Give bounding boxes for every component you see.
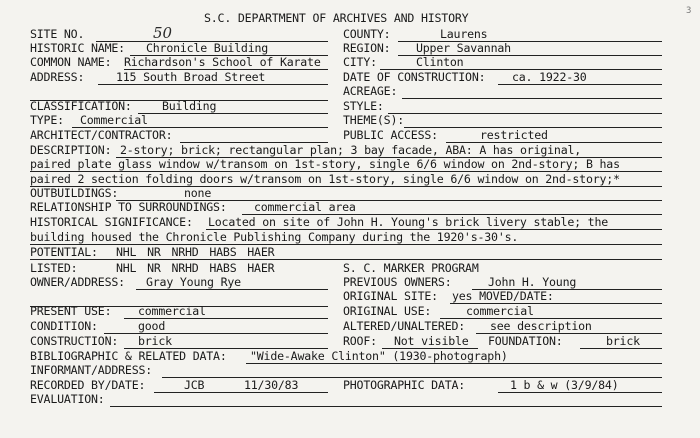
foundation-line [580, 348, 662, 349]
date-construction-value: ca. 1922-30 [512, 70, 587, 84]
significance-line-2: building housed the Chronicle Publishing Company during the 1920's-30's. [30, 230, 519, 244]
foundation-value: brick [606, 334, 640, 348]
original-site-value: yes MOVED/DATE: [452, 289, 554, 303]
evaluation-label: EVALUATION: [30, 392, 105, 406]
altered-value: see description [490, 319, 592, 333]
historic-name-value: Chronicle Building [146, 41, 269, 55]
construction-label: CONSTRUCTION: [30, 334, 119, 348]
site-no-label: SITE NO. [30, 27, 85, 41]
bibliographic-label: BIBLIOGRAPHIC & RELATED DATA: [30, 349, 227, 363]
potential-line [30, 259, 662, 260]
common-name-value: Richardson's School of Karate [124, 55, 321, 69]
significance-label: HISTORICAL SIGNIFICANCE: [30, 215, 193, 229]
address-label: ADDRESS: [30, 70, 85, 84]
original-use-label: ORIGINAL USE: [343, 304, 432, 318]
recorded-by-value: JCB [184, 378, 205, 392]
foundation-label: FOUNDATION: [488, 334, 563, 348]
public-access-value: restricted [480, 128, 548, 142]
owner-line [136, 289, 328, 290]
city-value: Clinton [416, 55, 464, 69]
description-label: DESCRIPTION: [30, 143, 112, 157]
address-line [98, 84, 328, 85]
previous-owners-label: PREVIOUS OWNERS: [343, 275, 452, 289]
previous-owners-value: John H. Young [488, 275, 577, 289]
construction-value: brick [138, 334, 172, 348]
listed-options: NHL NR NRHD HABS HAER [116, 261, 275, 275]
evaluation-line [110, 406, 662, 407]
recorded-line [154, 392, 328, 393]
potential-options: NHL NR NRHD HABS HAER [116, 245, 275, 259]
condition-value: good [138, 319, 166, 333]
county-value: Laurens [440, 27, 488, 41]
site-no-value: 50 [153, 24, 173, 42]
roof-label: ROOF: [343, 334, 377, 348]
type-label: TYPE: [30, 113, 64, 127]
description-rule-3 [30, 186, 662, 187]
roof-value: Not visible [394, 334, 469, 348]
description-line-3: paired 2 section folding doors w/transom on 1st-story, single 6/6 window on 2nd-story;* [30, 172, 620, 186]
bibliographic-value: "Wide-Awake Clinton" (1930-photograph) [250, 349, 508, 363]
informant-label: INFORMANT/ADDRESS: [30, 363, 153, 377]
photographic-value: 1 b & w (3/9/84) [510, 378, 619, 392]
marker-program-label: S. C. MARKER PROGRAM [343, 261, 479, 275]
city-label: CITY: [343, 55, 377, 69]
recorded-label: RECORDED BY/DATE: [30, 378, 146, 392]
relationship-value: commercial area [254, 200, 356, 214]
listed-label: LISTED: [30, 261, 78, 275]
classification-label: CLASSIFICATION: [30, 99, 132, 113]
outbuildings-label: OUTBUILDINGS: [30, 186, 119, 200]
classification-value: Building [162, 99, 217, 113]
potential-label: POTENTIAL: [30, 245, 98, 259]
card-title: S.C. DEPARTMENT OF ARCHIVES AND HISTORY [204, 11, 469, 25]
historic-name-label: HISTORIC NAME: [30, 41, 125, 55]
county-label: COUNTY: [343, 27, 391, 41]
architect-label: ARCHITECT/CONTRACTOR: [30, 128, 173, 142]
present-use-value: commercial [138, 304, 206, 318]
description-line-2: paired plate glass window w/transom on 1st-story, single 6/6 window on 2nd-story; B has [30, 157, 620, 171]
common-name-label: COMMON NAME: [30, 55, 112, 69]
condition-label: CONDITION: [30, 319, 98, 333]
outbuildings-value: none [184, 186, 212, 200]
type-value: Commercial [80, 113, 148, 127]
relationship-label: RELATIONSHIP TO SURROUNDINGS: [30, 200, 227, 214]
public-access-label: PUBLIC ACCESS: [343, 128, 438, 142]
acreage-line [402, 98, 662, 99]
owner-label: OWNER/ADDRESS: [30, 275, 125, 289]
region-value: Upper Savannah [416, 41, 511, 55]
date-construction-line [498, 84, 662, 85]
address-value: 115 South Broad Street [116, 70, 266, 84]
region-label: REGION: [343, 41, 391, 55]
original-site-label: ORIGINAL SITE: [343, 289, 438, 303]
style-line [388, 113, 662, 114]
altered-label: ALTERED/UNALTERED: [343, 319, 466, 333]
themes-label: THEME(S): [343, 113, 405, 127]
recorded-date-value: 11/30/83 [244, 378, 299, 392]
acreage-label: ACREAGE: [343, 84, 398, 98]
classification-line [138, 113, 328, 114]
significance-line-1: Located on site of John H. Young's brick livery stable; the [208, 215, 609, 229]
style-label: STYLE: [343, 99, 384, 113]
photographic-line [498, 392, 662, 393]
present-use-label: PRESENT USE: [30, 304, 112, 318]
date-construction-label: DATE OF CONSTRUCTION: [343, 70, 486, 84]
description-line-1: 2-story; brick; rectangular plan; 3 bay facade, ABA: A has original, [120, 143, 582, 157]
corner-mark: 3 [686, 6, 692, 16]
bibliographic-line [246, 363, 662, 364]
photographic-label: PHOTOGRAPHIC DATA: [343, 378, 466, 392]
original-use-value: commercial [466, 304, 534, 318]
owner-value: Gray Young Rye [146, 275, 241, 289]
